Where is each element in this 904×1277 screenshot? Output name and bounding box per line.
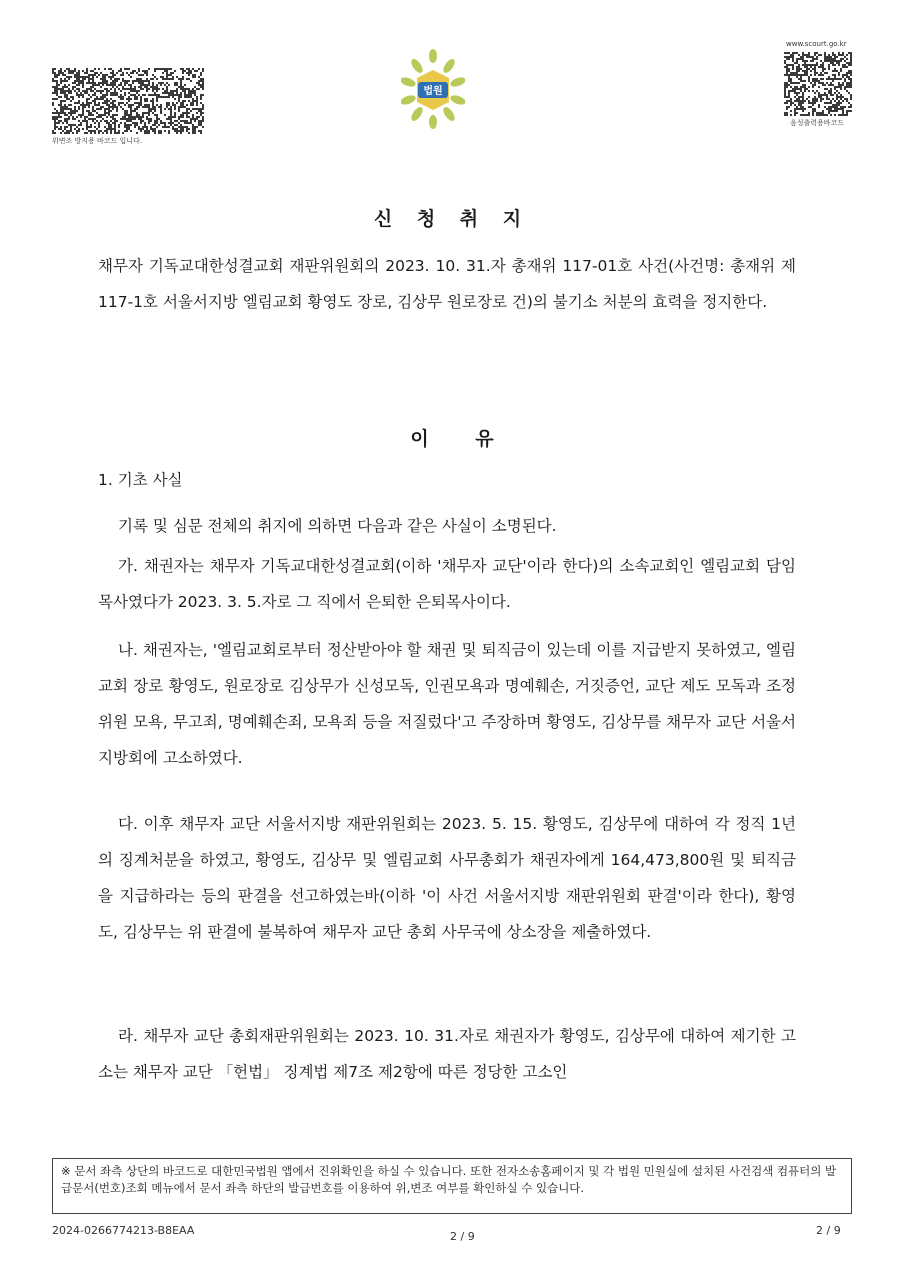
claim-text: 채무자 기독교대한성결교회 재판위원회의 2023. 10. 31.자 총재위 117-01호 사건(사건명: 총재위 제117-1호 서울서지방 엘림교회 황영도 장로, 김상무 원로장로 건)의 불기소 처분의 효력을 정지한다. <box>98 257 796 311</box>
verification-notice: ※ 문서 좌측 상단의 바코드로 대한민국법원 앱에서 진위확인을 하실 수 있습니다. 또한 전자소송홈페이지 및 각 법원 민원실에 설치된 사건검색 컴퓨터의 발급문서(번호)조회 메뉴에서 문서 좌측 하단의 발급번호를 이용하여 위,변조 여부를 확인하실 수 있습니다. <box>52 1158 852 1214</box>
verification-barcode <box>52 68 204 134</box>
court-url: www.scourt.go.kr <box>786 40 847 48</box>
page-number-center: 2 / 9 <box>450 1230 475 1243</box>
audio-barcode <box>784 52 852 116</box>
paragraph-intro: 기록 및 심문 전체의 취지에 의하면 다음과 같은 사실이 소명된다. <box>118 517 557 535</box>
emblem-text: 법원 <box>423 86 443 97</box>
section-title-reason-text: 이 유 <box>410 428 494 450</box>
paragraph-da: 다. 이후 채무자 교단 서울서지방 재판위원회는 2023. 5. 15. 황영도, 김상무에 대하여 각 정직 1년의 징계처분을 하였고, 황영도, 김상무 및 엘림교회 사무총회가 채권자에게 164,473,800원 및 퇴직금을 지급하라는 등의 판결을 선고하였는바(이하 '이 사건 서울서지방 재판위원회 판결'이라 한다), 황영도, 김상무는 위 판결에 불복하여 채무자 교단 총회 사무국에 상소장을 제출하였다. <box>98 815 796 941</box>
heading-basic-facts: 1. 기초 사실 <box>98 471 183 489</box>
paragraph-ra: 라. 채무자 교단 총회재판위원회는 2023. 10. 31.자로 채권자가 황영도, 김상무에 대하여 제기한 고소는 채무자 교단 「헌법」 징계법 제7조 제2항에 따른 정당한 고소인 <box>98 1027 796 1081</box>
section-title-claim: 신 청 취 지 <box>373 208 531 230</box>
issue-number: 2024-0266774213-B8EAA <box>52 1224 195 1237</box>
paragraph-na: 나. 채권자는, '엘림교회로부터 정산받아야 할 채권 및 퇴직금이 있는데 이를 지급받지 못하였고, 엘림교회 장로 황영도, 원로장로 김상무가 신성모독, 인권모욕과 명예훼손, 거짓증언, 교단 제도 모독과 조정위원 모욕, 무고죄, 명예훼손죄, 모욕죄 등을 저질렀다'고 주장하며 황영도, 김상무를 채무자 교단 서울서지방회에 고소하였다. <box>98 641 796 767</box>
paragraph-ga: 가. 채권자는 채무자 기독교대한성결교회(이하 '채무자 교단'이라 한다)의 소속교회인 엘림교회 담임목사였다가 2023. 3. 5.자로 그 직에서 은퇴한 은퇴목사이다. <box>98 557 796 611</box>
verification-barcode-caption: 위변조 방지용 바코드 입니다. <box>52 137 143 145</box>
audio-barcode-caption: 음성출력용바코드 <box>790 119 845 127</box>
page-number-right: 2 / 9 <box>816 1224 841 1237</box>
court-emblem <box>401 48 465 130</box>
section-title-reason <box>0 424 904 451</box>
